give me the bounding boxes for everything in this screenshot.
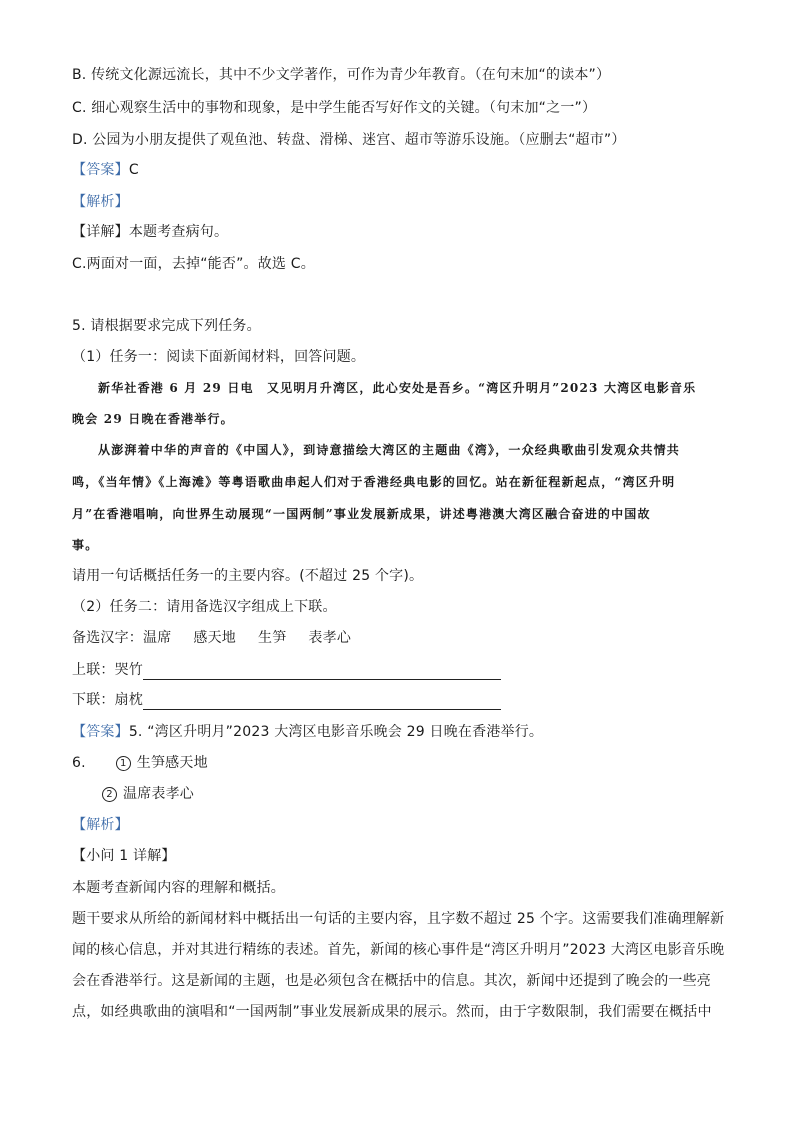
choice-3: 生笋	[258, 630, 287, 646]
news-line-4: 鸣，《当年情》《上海滩》等粤语歌曲串起人们对于香港经典电影的回忆。站在新征程新起点，“湾区升明	[72, 475, 676, 489]
task-2: （2）任务二：请用备选汉字组成上下联。	[72, 599, 337, 615]
circled-number-2: 2	[102, 787, 117, 802]
option-c: C. 细心观察生活中的事物和现象，是中学生能否写好作文的关键。（句末加“之一”）	[72, 100, 597, 116]
lower-label: 下联：扇枕	[72, 692, 143, 708]
detail-tag: 【详解】	[72, 224, 129, 240]
lower-blank[interactable]	[143, 693, 501, 710]
explanation-line-3: 闻的核心信息，并对其进行精练的表述。首先，新闻的核心事件是“湾区升明月”2023 大湾区电影音乐晚	[72, 942, 725, 958]
option-d: D. 公园为小朋友提供了观鱼池、转盘、滑梯、迷宫、超市等游乐设施。（应删去“超市”）	[72, 132, 626, 148]
sub-question-1-heading: 【小问 1 详解】	[72, 848, 176, 864]
detail-4-line2: C.两面对一面，去掉“能否”。故选 C。	[72, 256, 315, 272]
answer-tag: 【答案】	[72, 162, 129, 178]
choice-2: 感天地	[193, 630, 237, 646]
answer-6-a	[72, 753, 208, 773]
task-1: （1）任务一：阅读下面新闻材料，回答问题。	[72, 349, 366, 365]
task-1-requirement: 请用一句话概括任务一的主要内容。(不超过 25 个字)。	[72, 568, 424, 584]
upper-label: 上联：哭竹	[72, 662, 143, 678]
answer-6-b-text: 温席表孝心	[123, 786, 194, 802]
upper-blank[interactable]	[143, 663, 501, 680]
question-5: 5. 请根据要求完成下列任务。	[72, 318, 261, 334]
answer-6-number: 6.	[72, 755, 86, 771]
explanation-line-2: 题干要求从所给的新闻材料中概括出一句话的主要内容，且字数不超过 25 个字。这需要我们准确理解新	[72, 911, 725, 927]
upper-couplet	[72, 660, 501, 680]
answer-6-a-text: 生笋感天地	[136, 755, 208, 771]
analysis-heading: 【解析】	[72, 194, 129, 210]
detail-4	[72, 222, 228, 242]
answer-5	[72, 722, 543, 742]
analysis-heading-2: 【解析】	[72, 817, 129, 833]
answer-text: 5. “湾区升明月”2023 大湾区电影音乐晚会 29 日晚在香港举行。	[128, 724, 544, 740]
answer-4	[72, 160, 139, 180]
option-b: B. 传统文化源远流长，其中不少文学著作，可作为青少年教育。（在句末加“的读本”）	[72, 67, 611, 83]
choice-4: 表孝心	[308, 630, 352, 646]
answer-tag: 【答案】	[72, 724, 129, 740]
circled-number-1: 1	[116, 756, 131, 771]
news-line-5: 月”在香港唱响，向世界生动展现“一国两制”事业发展新成果，讲述粤港澳大湾区融合奋进的中国故	[72, 507, 651, 521]
news-line-1: 新华社香港 6 月 29 日电 又见明月升湾区，此心安处是吾乡。“湾区升明月”2023 大湾区电影音乐	[98, 381, 697, 395]
detail-text: 本题考查病句。	[128, 224, 229, 240]
choice-1: 温席	[143, 630, 172, 646]
choice-characters	[72, 628, 351, 648]
answer-value: C	[128, 162, 139, 178]
explanation-line-5: 点，如经典歌曲的演唱和“一国两制”事业发展新成果的展示。然而，由于字数限制，我们需要在概括中	[72, 1004, 712, 1020]
news-line-6: 事。	[72, 538, 99, 552]
news-line-3: 从澎湃着中华的声音的《中国人》，到诗意描绘大湾区的主题曲《湾》，一众经典歌曲引发观众共情共	[98, 443, 681, 457]
lower-couplet	[72, 690, 501, 710]
answer-6-b	[102, 784, 194, 804]
news-line-2: 晚会 29 日晚在香港举行。	[72, 412, 234, 426]
explanation-line-4: 会在香港举行。这是新闻的主题，也是必须包含在概括中的信息。其次，新闻中还提到了晚会的一些亮	[72, 973, 711, 989]
explanation-line-1: 本题考查新闻内容的理解和概括。	[72, 880, 285, 896]
choices-label: 备选汉字：	[72, 630, 143, 646]
